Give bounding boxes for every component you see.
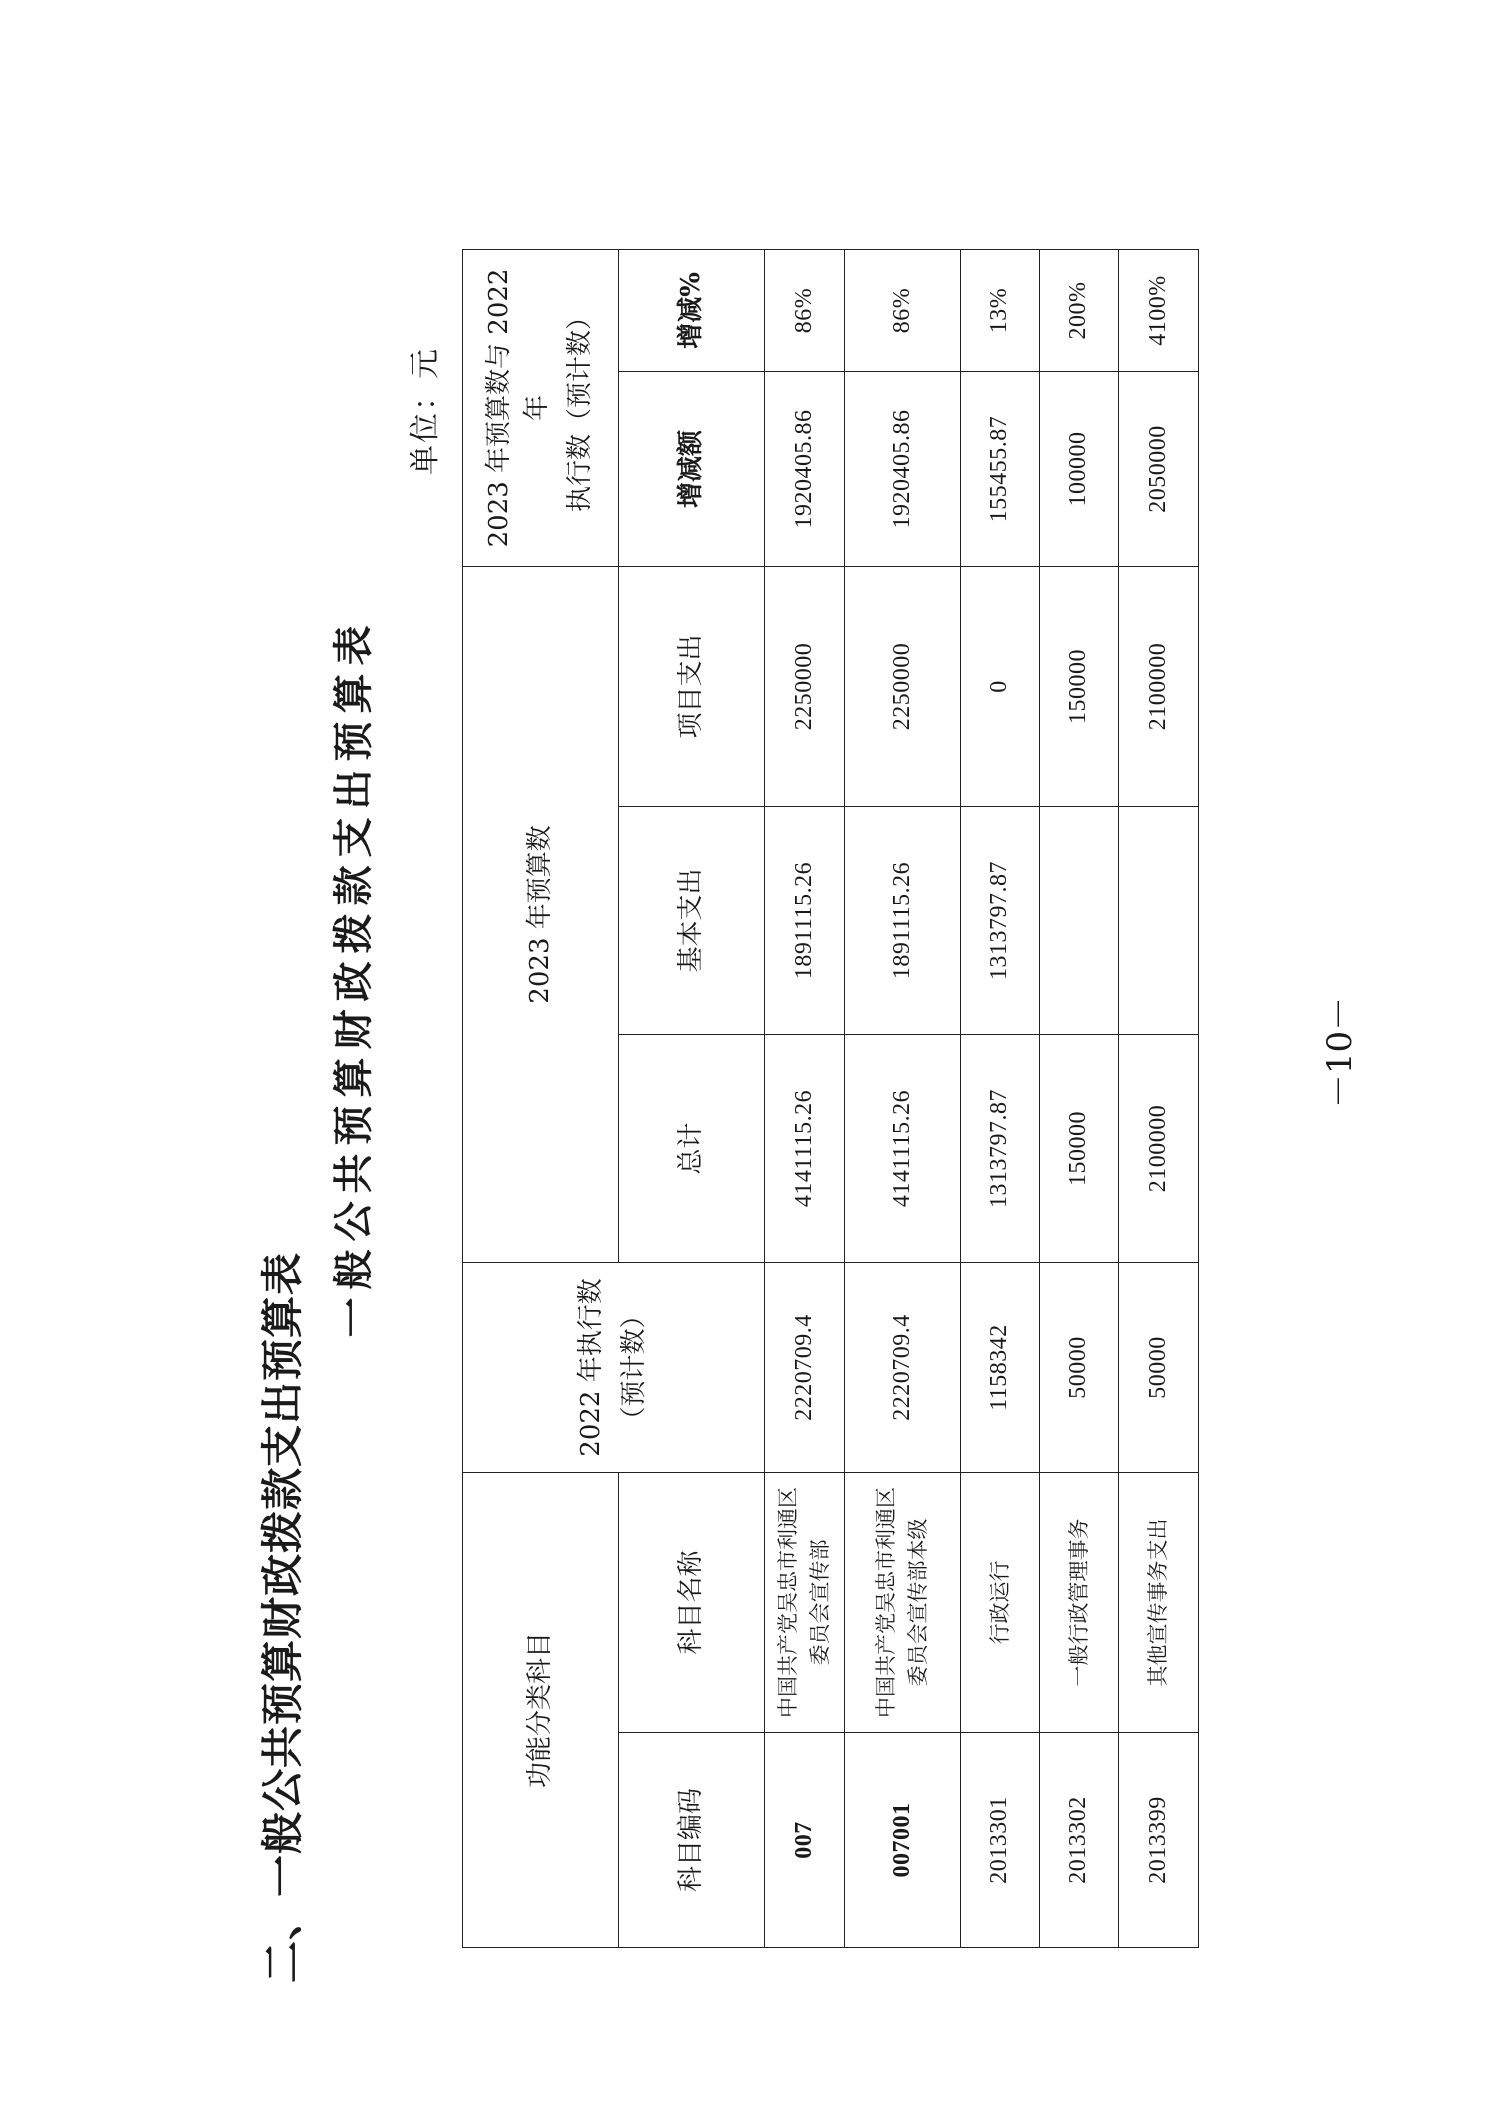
header-func-group: 功能分类科目 xyxy=(463,1472,619,1947)
row-code: 2013301 xyxy=(960,1733,1039,1948)
header-exec-2022-line1: 2022 年执行数 xyxy=(575,1278,606,1457)
row-change-amount: 1920405.86 xyxy=(764,371,844,566)
row-total: 150000 xyxy=(1039,1034,1118,1262)
row-change-pct: 200% xyxy=(1039,249,1118,371)
header-name: 科目名称 xyxy=(619,1472,765,1732)
header-compare xyxy=(463,249,619,566)
header-basic: 基本支出 xyxy=(619,806,765,1034)
header-change-pct: 增减% xyxy=(619,249,765,371)
table-row xyxy=(1118,249,1198,1947)
row-project: 2250000 xyxy=(844,566,960,806)
row-project: 150000 xyxy=(1039,566,1118,806)
row-code: 2013302 xyxy=(1039,1733,1118,1948)
row-total: 2100000 xyxy=(1118,1034,1198,1262)
header-row-1 xyxy=(463,249,619,1947)
table-row xyxy=(1039,249,1118,1947)
row-change-amount: 1920405.86 xyxy=(844,371,960,566)
row-name: 中国共产党吴忠市利通区委员会宣传部 xyxy=(764,1472,844,1732)
row-name: 一般行政管理事务 xyxy=(1039,1472,1118,1732)
unit-label: 单位：元 xyxy=(408,347,443,475)
header-code: 科目编码 xyxy=(619,1733,765,1948)
row-code: 2013399 xyxy=(1118,1733,1198,1948)
row-code: 007001 xyxy=(844,1733,960,1948)
table-row xyxy=(764,249,844,1947)
row-exec-2022: 50000 xyxy=(1118,1262,1198,1472)
row-basic: 1891115.26 xyxy=(764,806,844,1034)
header-total: 总计 xyxy=(619,1034,765,1262)
row-basic xyxy=(1039,806,1118,1034)
header-exec-2022-line2: （预计数） xyxy=(619,1302,650,1433)
header-project: 项目支出 xyxy=(619,566,765,806)
row-project: 2100000 xyxy=(1118,566,1198,806)
row-change-amount: 155455.87 xyxy=(960,371,1039,566)
page-number: －10－ xyxy=(1320,996,1360,1109)
row-change-pct: 86% xyxy=(764,249,844,371)
row-project: 0 xyxy=(960,566,1039,806)
section-heading: 二、一般公共预算财政拨款支出预算表 xyxy=(258,1251,307,1983)
row-change-pct: 86% xyxy=(844,249,960,371)
header-budget-2023: 2023 年预算数 xyxy=(463,566,619,1262)
row-basic xyxy=(1118,806,1198,1034)
row-total: 1313797.87 xyxy=(960,1034,1039,1262)
row-name: 行政运行 xyxy=(960,1472,1039,1732)
row-change-pct: 4100% xyxy=(1118,249,1198,371)
header-change-amount: 增减额 xyxy=(619,371,765,566)
row-exec-2022: 2220709.4 xyxy=(764,1262,844,1472)
header-compare-line2: 执行数（预计数） xyxy=(565,303,596,512)
row-change-amount: 100000 xyxy=(1039,371,1118,566)
table-row xyxy=(960,249,1039,1947)
row-exec-2022: 2220709.4 xyxy=(844,1262,960,1472)
row-total: 4141115.26 xyxy=(844,1034,960,1262)
row-exec-2022: 1158342 xyxy=(960,1262,1039,1472)
table-row xyxy=(844,249,960,1947)
table-title: 一般公共预算财政拨款支出预算表 xyxy=(331,617,377,1338)
row-basic: 1313797.87 xyxy=(960,806,1039,1034)
row-basic: 1891115.26 xyxy=(844,806,960,1034)
row-name: 中国共产党吴忠市利通区委员会宣传部本级 xyxy=(844,1472,960,1732)
header-compare-line1: 2023 年预算数与 2022 年 xyxy=(483,268,552,548)
row-total: 4141115.26 xyxy=(764,1034,844,1262)
budget-table xyxy=(462,249,1199,1948)
row-exec-2022: 50000 xyxy=(1039,1262,1118,1472)
row-change-pct: 13% xyxy=(960,249,1039,371)
row-code: 007 xyxy=(764,1733,844,1948)
row-project: 2250000 xyxy=(764,566,844,806)
header-row-2 xyxy=(619,249,765,1947)
row-change-amount: 2050000 xyxy=(1118,371,1198,566)
header-exec-2022 xyxy=(463,1262,765,1472)
row-name: 其他宣传事务支出 xyxy=(1118,1472,1198,1732)
